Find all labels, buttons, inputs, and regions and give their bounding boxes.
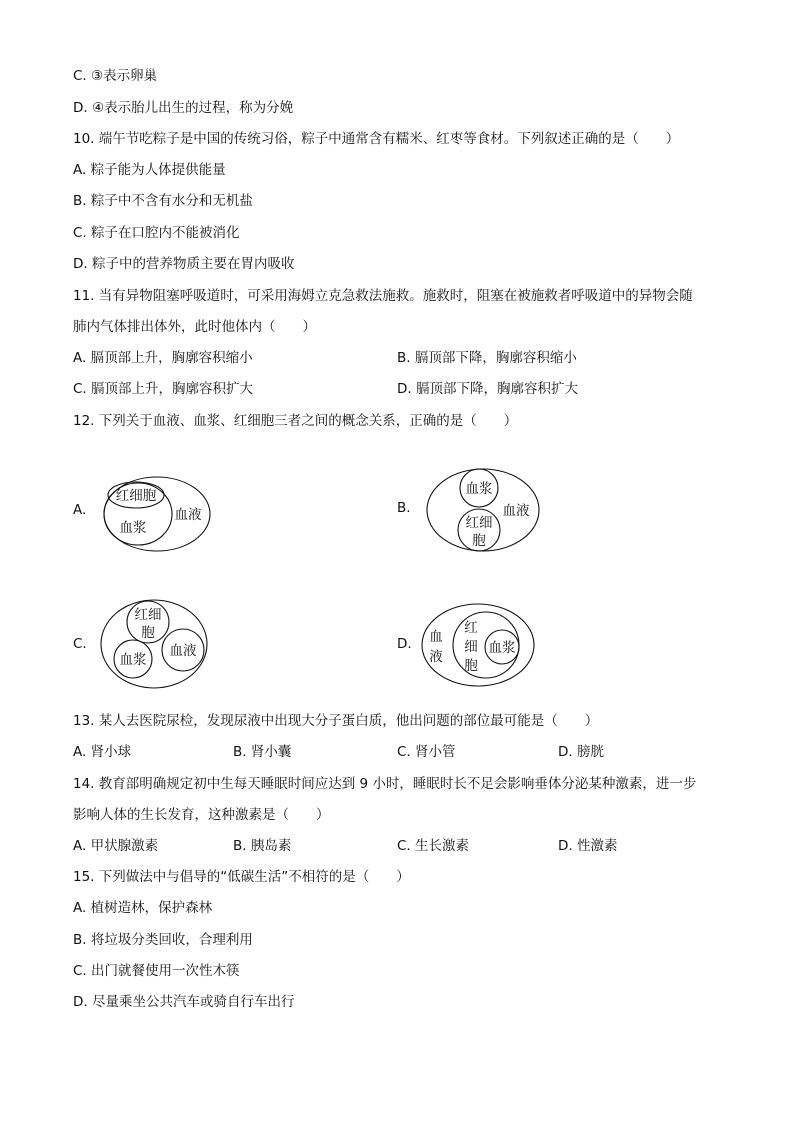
label-bottom-2: 胞 — [472, 533, 486, 549]
q13-option-a: A. 肾小球 — [73, 744, 132, 760]
q10-option-a: A. 粽子能为人体提供能量 — [73, 162, 226, 178]
label-inner: 血浆 — [488, 640, 516, 656]
q9-option-c: C. ③表示卵巢 — [73, 68, 158, 84]
q14-stem-line1: 14. 教育部明确规定初中生每天睡眠时间应达到 9 小时，睡眠时长不足会影响垂体分泌某种激素，进一步 — [73, 776, 697, 792]
q15-option-c: C. 出门就餐使用一次性木筷 — [73, 963, 240, 979]
q12-diagram-d — [418, 601, 543, 691]
q11-stem-line2: 肺内气体排出体外，此时他体内（ ） — [73, 319, 316, 335]
label-middle: 血浆 — [119, 520, 147, 536]
label-top-1: 红细 — [134, 607, 162, 623]
q12-stem: 12. 下列关于血液、血浆、红细胞三者之间的概念关系，正确的是（ ） — [73, 413, 518, 429]
q15-option-d: D. 尽量乘坐公共汽车或骑自行车出行 — [73, 994, 295, 1010]
q12-diagram-c — [97, 597, 212, 692]
q11-option-a: A. 膈顶部上升，胸廓容积缩小 — [73, 350, 253, 366]
label-inner: 红细胞 — [115, 488, 157, 504]
q14-stem-line2: 影响人体的生长发育，这种激素是（ ） — [73, 807, 330, 823]
q14-option-b: B. 胰岛素 — [233, 838, 292, 854]
label-top: 血浆 — [465, 481, 493, 497]
label-outer: 血液 — [174, 507, 202, 523]
q12-label-c: C. — [73, 636, 87, 652]
label-middle-3: 胞 — [464, 658, 478, 674]
label-middle-2: 细 — [464, 639, 478, 655]
label-left-1: 血 — [429, 629, 443, 645]
label-left-2: 液 — [429, 649, 443, 665]
q12-diagram-a — [100, 474, 220, 554]
q12-label-b: B. — [397, 500, 411, 516]
outer-ellipse — [422, 604, 534, 686]
q11-stem-line1: 11. 当有异物阻塞呼吸道时，可采用海姆立克急救法施救。施救时，阻塞在被施救者呼吸道中的异物会随 — [73, 288, 693, 304]
q15-option-a: A. 植树造林，保护森林 — [73, 900, 213, 916]
q9-option-d: D. ④表示胎儿出生的过程，称为分娩 — [73, 100, 294, 116]
label-left: 血浆 — [119, 652, 147, 668]
q11-option-c: C. 膈顶部上升，胸廓容积扩大 — [73, 381, 254, 397]
label-bottom-1: 红细 — [465, 515, 493, 531]
label-top-2: 胞 — [141, 625, 155, 641]
q13-option-d: D. 膀胱 — [558, 744, 604, 760]
q13-option-c: C. 肾小管 — [397, 744, 456, 760]
q14-option-a: A. 甲状腺激素 — [73, 838, 159, 854]
q14-option-d: D. 性激素 — [558, 838, 618, 854]
q10-option-d: D. 粽子中的营养物质主要在胃内吸收 — [73, 256, 295, 272]
q13-option-b: B. 肾小囊 — [233, 744, 292, 760]
q11-option-d: D. 膈顶部下降，胸廓容积扩大 — [397, 381, 578, 397]
q11-option-b: B. 膈顶部下降，胸廓容积缩小 — [397, 350, 577, 366]
label-middle-1: 红 — [464, 620, 478, 636]
q10-option-b: B. 粽子中不含有水分和无机盐 — [73, 193, 253, 209]
q10-option-c: C. 粽子在口腔内不能被消化 — [73, 225, 240, 241]
q10-stem: 10. 端午节吃粽子是中国的传统习俗，粽子中通常含有糯米、红枣等食材。下列叙述正确的是（ ） — [73, 131, 680, 147]
q12-label-d: D. — [397, 636, 412, 652]
q15-stem: 15. 下列做法中与倡导的“低碳生活”不相符的是（ ） — [73, 869, 410, 885]
q15-option-b: B. 将垃圾分类回收，合理利用 — [73, 932, 253, 948]
q12-label-a: A. — [73, 502, 87, 518]
q12-diagram-b — [424, 466, 549, 556]
q13-stem: 13. 某人去医院尿检，发现尿液中出现大分子蛋白质，他出问题的部位最可能是（ ） — [73, 713, 599, 729]
label-right: 血液 — [169, 643, 197, 659]
q14-option-c: C. 生长激素 — [397, 838, 470, 854]
label-outer: 血液 — [502, 503, 530, 519]
